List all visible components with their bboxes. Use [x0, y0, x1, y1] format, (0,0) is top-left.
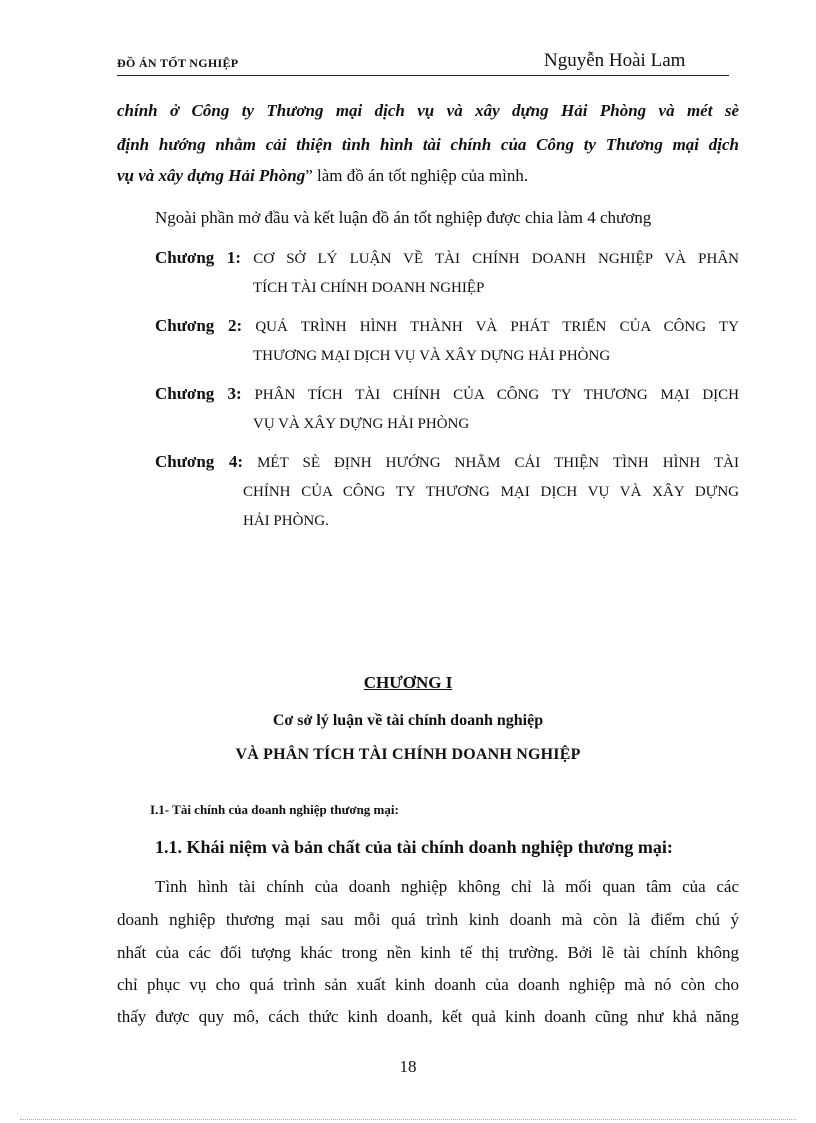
chapter-4-line-1 — [155, 452, 739, 472]
body-line-4: chỉ phục vụ cho quá trình sản xuất kinh doanh của doanh nghiệp mà nó còn cho — [117, 975, 739, 994]
chapter-subtitle-2: VÀ PHÂN TÍCH TÀI CHÍNH DOANH NGHIỆP — [235, 746, 581, 763]
body-line-2: doanh nghiệp thương mại sau mỗi quá trình kinh doanh mà còn là điểm chú ý — [117, 910, 739, 929]
chapter-4-title-line-2: CHÍNH CỦA CÔNG TY THƯƠNG MẠI DỊCH VỤ VÀ XÂY DỰNG — [243, 484, 739, 500]
chapter-heading-title-text: CHƯƠNG I — [363, 673, 453, 692]
chapter-heading-title — [0, 673, 816, 693]
chapter-2-title-line-2: THƯƠNG MẠI DỊCH VỤ VÀ XÂY DỰNG HẢI PHÒNG — [253, 348, 611, 364]
chapter-4-label: Chương 4: — [155, 452, 244, 471]
chapter-3-line-1 — [155, 384, 739, 404]
intro-line-2: định hướng nhằm cải thiện tình hình tài chính của Công ty Thương mại dịch — [117, 135, 739, 154]
body-line-5: thấy được quy mô, cách thức kinh doanh, kết quả kinh doanh cũng như khả năng — [117, 1007, 739, 1026]
chapter-1-title-line-2: TÍCH TÀI CHÍNH DOANH NGHIỆP — [253, 280, 485, 296]
header-author: Nguyễn Hoài Lam — [544, 50, 686, 71]
chapter-3-title-line-1: PHÂN TÍCH TÀI CHÍNH CỦA CÔNG TY THƯƠNG MẠI DỊCH — [254, 387, 740, 403]
header-title: ĐỒ ÁN TỐT NGHIỆP — [117, 56, 239, 70]
chapter-2-title-line-1: QUÁ TRÌNH HÌNH THÀNH VÀ PHÁT TRIỂN CỦA CÔNG TY — [255, 319, 739, 335]
chapter-1-title-line-1: CƠ SỞ LÝ LUẬN VỀ TÀI CHÍNH DOANH NGHIỆP VÀ PHÂN — [253, 251, 739, 267]
section-heading: I.1- Tài chính của doanh nghiệp thương mại: — [150, 802, 399, 817]
chapter-3-label: Chương 3: — [155, 384, 242, 403]
intro-line-3-emphasis: vụ và xây dựng Hải Phòng — [117, 166, 306, 185]
structure-intro: Ngoài phần mở đầu và kết luận đồ án tốt nghiệp được chia làm 4 chương — [155, 208, 652, 227]
intro-line-1: chính ở Công ty Thương mại dịch vụ và xây dựng Hải Phòng và mét sè — [117, 101, 739, 120]
page-number: 18 — [399, 1057, 417, 1076]
chapter-2-line-1 — [155, 316, 739, 336]
chapter-3-title-line-2: VỤ VÀ XÂY DỰNG HẢI PHÒNG — [253, 416, 470, 432]
body-line-3: nhất của các đối tượng khác trong nền kinh tế thị trường. Bởi lẽ tài chính không — [117, 943, 739, 962]
body-line-1: Tình hình tài chính của doanh nghiệp không chỉ là mối quan tâm của các — [155, 877, 739, 896]
intro-line-3-rest: ” làm đồ án tốt nghiệp của mình. — [305, 166, 529, 185]
page-header — [117, 47, 729, 76]
subsection-heading: 1.1. Khái niệm và bản chất của tài chính doanh nghiệp thương mại: — [155, 837, 673, 857]
chapter-4-title-line-1: MÉT SÈ ĐỊNH HƯỚNG NHẰM CẢI THIỆN TÌNH HÌNH TÀI — [257, 455, 739, 471]
intro-line-3 — [117, 166, 528, 186]
chapter-1-label: Chương 1: — [155, 248, 242, 267]
chapter-subtitle-1: Cơ sở lý luận về tài chính doanh nghiệp — [272, 712, 544, 729]
chapter-4-title-line-3: HẢI PHÒNG. — [243, 513, 329, 529]
chapter-1-line-1 — [155, 248, 739, 268]
page-bottom-divider — [20, 1119, 796, 1120]
chapter-2-label: Chương 2: — [155, 316, 243, 335]
